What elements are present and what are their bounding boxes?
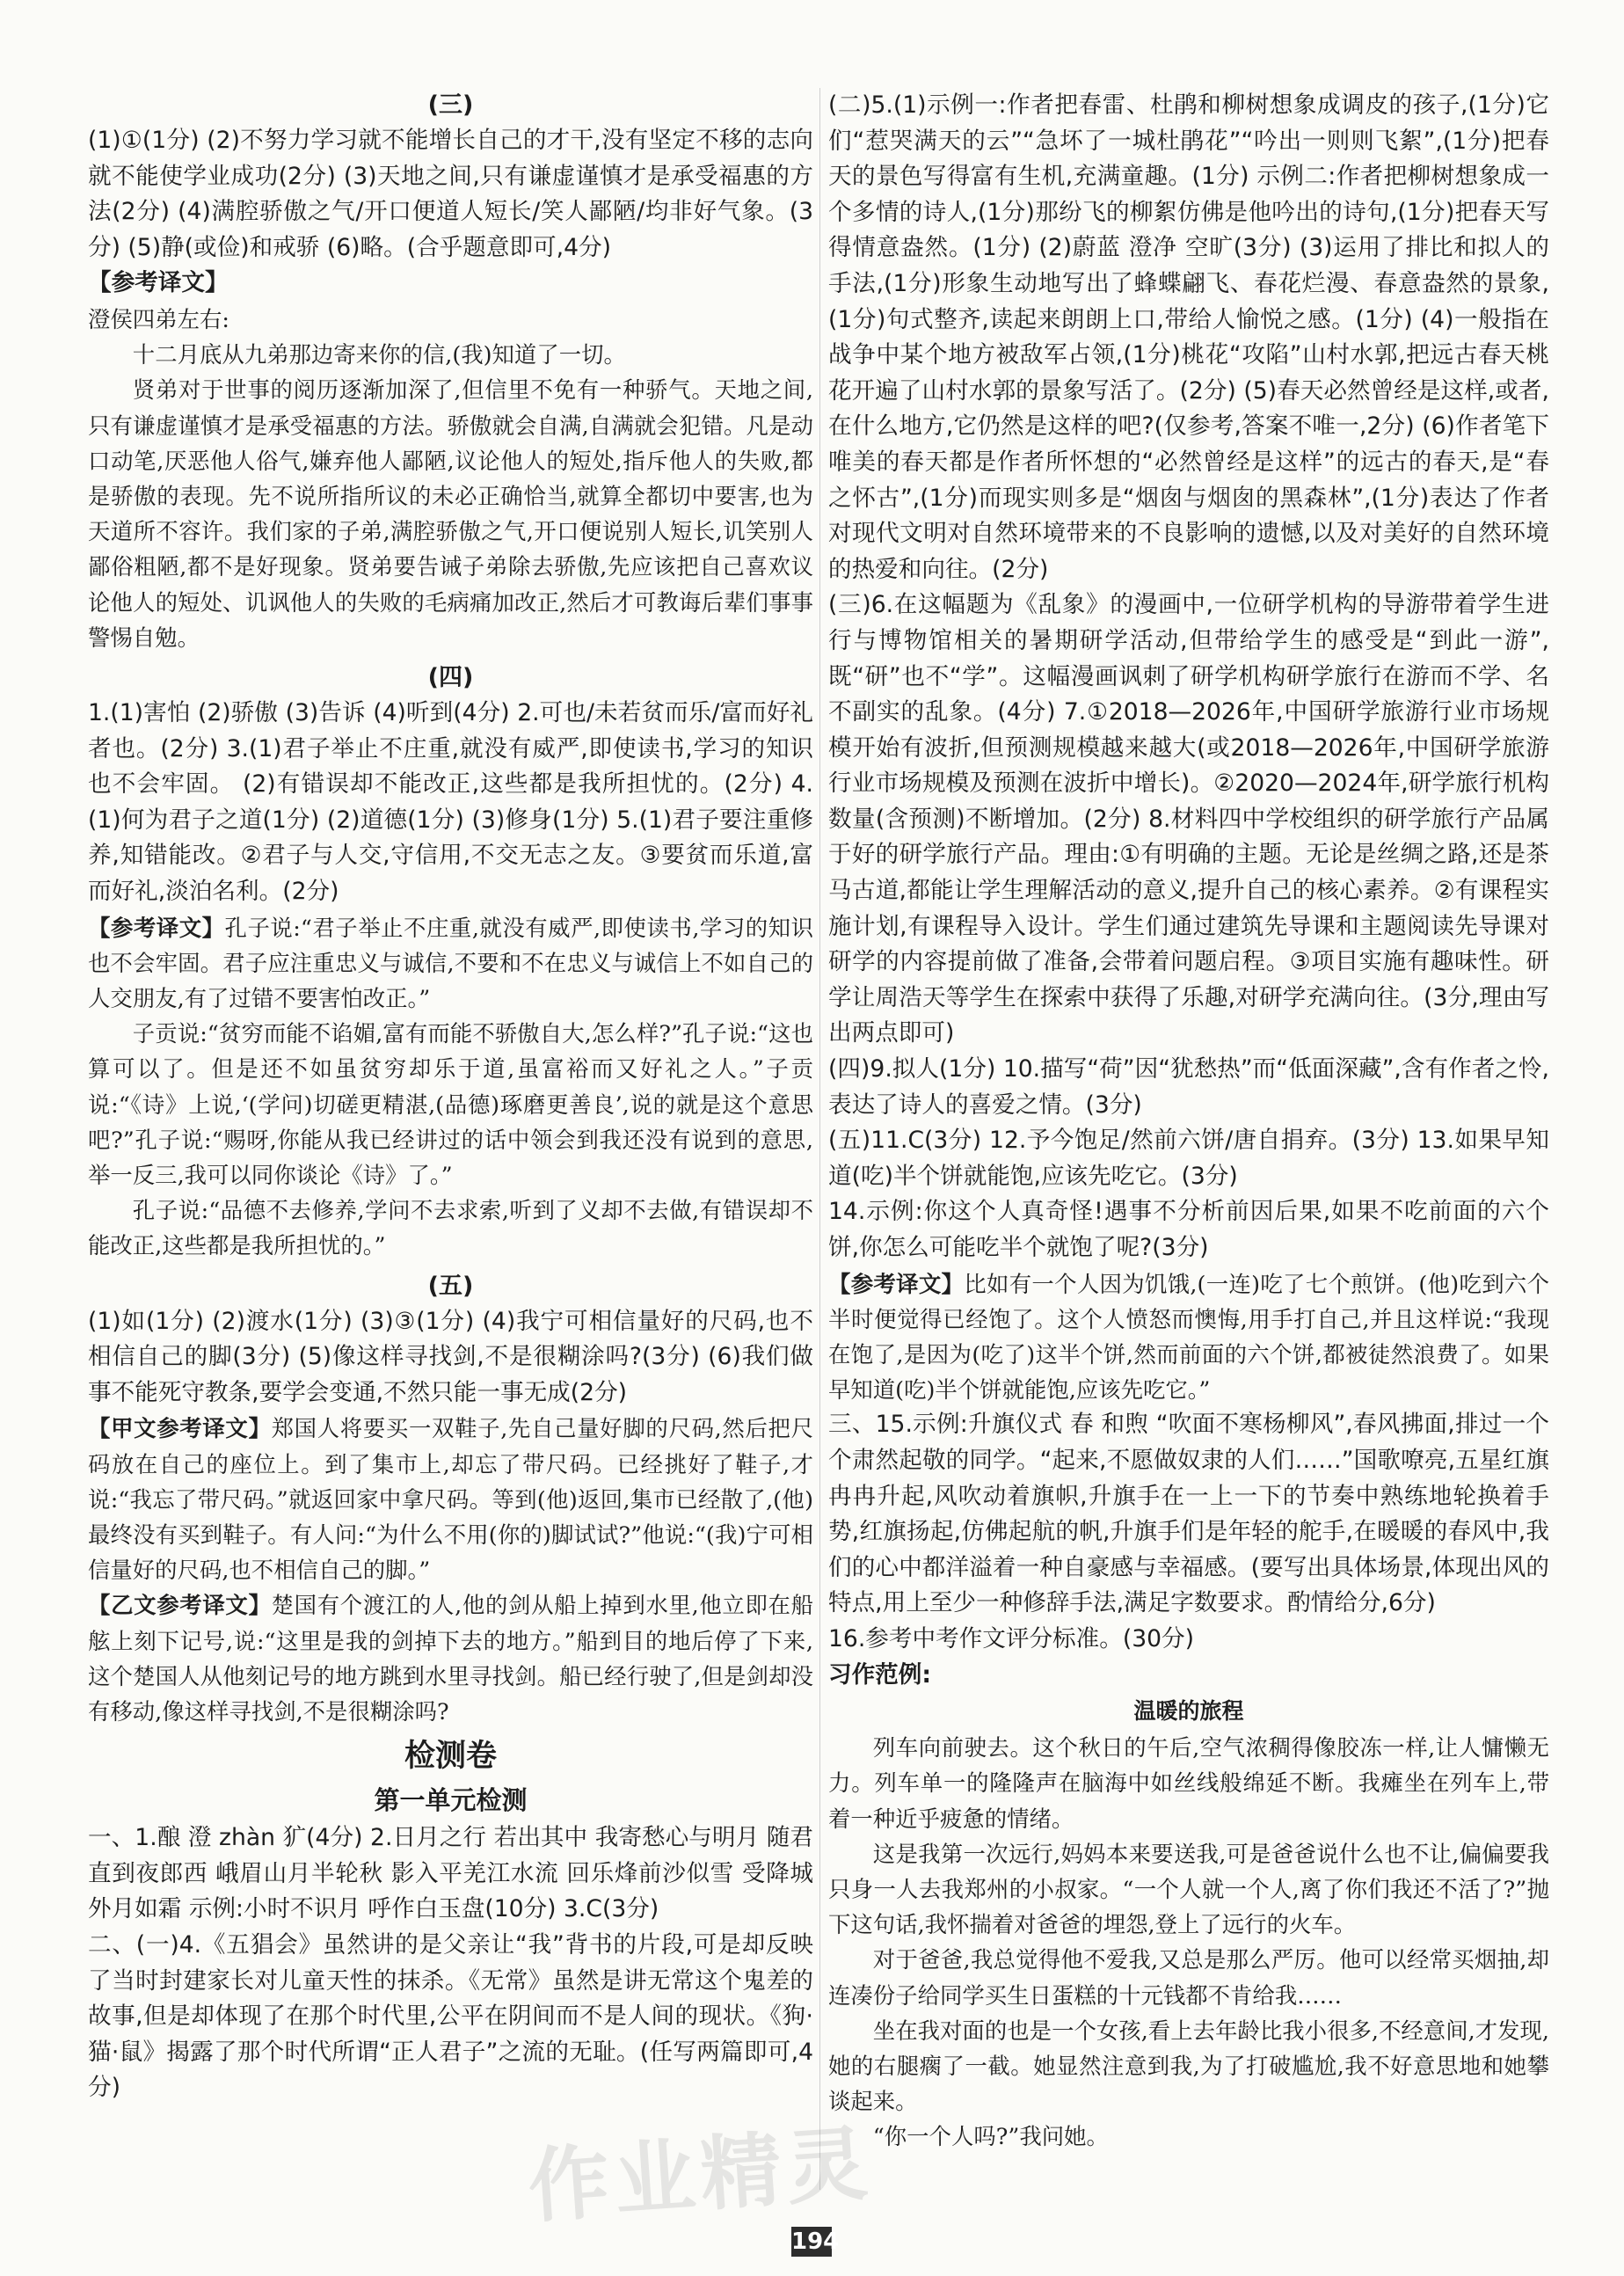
question-9-10-answers: (四)9.拟人(1分) 10.描写“荷”因“犹愁热”而“低面深藏”,含有作者之怜,表达了诗人的喜爱之情。(3分): [828, 1055, 1549, 1119]
question-14-answer: 14.示例:你这个人真奇怪!遇事不分析前因后果,如果不吃前面的六个饼,你怎么可能吃半个就饱了呢?(3分): [828, 1198, 1549, 1261]
page-number: 194: [791, 2229, 840, 2255]
section-3-reference-label: 【参考译文】: [88, 269, 229, 297]
question-16-answer: 16.参考中考作文评分标准。(30分): [828, 1624, 1195, 1652]
reference-label: 【参考译文】: [828, 1270, 965, 1297]
section-3-title: (三): [427, 91, 474, 119]
question-reference: [828, 1266, 1549, 1408]
sample-essay-label: 习作范例:: [828, 1660, 932, 1689]
question-5-answer: (二)5.(1)示例一:作者把春雷、杜鹃和柳树想象成调皮的孩子,(1分)它们“惹哭满天的云”“急坏了一城杜鹃花”“吟出一则则飞絮”,(1分)把春天的景色写得富有生机,充满童趣。(1分) 示例二:作者把柳树想象成一个多情的诗人,(1分)那纷飞的柳絮仿佛是他吟出的诗句,(1分)把春天写得情意盎然。(1分) (2)蔚蓝 澄净 空旷(3分) (3)运用了排比和拟人的手法,(1分)形象生动地写出了蜂蝶翩飞、春花烂漫、春意盎然的景象,(1分)句式整齐,读起来朗朗上口,带给人愉悦之感。(1分) (4)一般指在战争中某个地方被敌军占领,(1分)桃花“攻陷”山村水郭,把远古春天桃花开遍了山村水郭的景象写活了。(2分) (5)春天必然曾经是这样,或者,在什么地方,它仍然是这样的吧?(仅参考,答案不唯一,2分) (6)作者笔下唯美的春天都是作者所怀想的“必然曾经是这样”的远古的春天,是“春之怀古”,(1分)而现实则多是“烟囱与烟囱的黑森林”,(1分)表达了作者对现代文明对自然环境带来的不良影响的遗憾,以及对美好的自然环境的热爱和向往。(2分): [828, 91, 1549, 583]
question-15-answer: 三、15.示例:升旗仪式 春 和煦 “吹面不寒杨柳风”,春风拂面,排过一个个肃然起敬的同学。“起来,不愿做奴隶的人们……”国歌嘹亮,五星红旗冉冉升起,风吹动着旗帜,升旗手在一上一下的节奏中熟练地轮换着手势,红旗扬起,仿佛起航的帆,升旗手们是年轻的舵手,在暖暖的春风中,我们的心中都洋溢着一种自豪感与幸福感。(要写出具体场景,体现出风的特点,用上至少一种修辞手法,满足字数要求。酌情给分,6分): [828, 1411, 1549, 1617]
section-4-reference-paragraph: 子贡说:“贫穷而能不谄媚,富有而能不骄傲自大,怎么样?”孔子说:“这也算可以了。但是还不如虽贫穷却乐于道,虽富裕而又好礼之人。”子贡说:“《诗》上说,‘(学问)切磋更精湛,(品德)琢磨更善良’,说的就是这个意思吧?”孔子说:“赐呀,你能从我已经讲过的话中领会到我还没有说到的意思,举一反三,我可以同你谈论《诗》了。”: [88, 1020, 813, 1188]
section-5-text-a-reference: [88, 1411, 813, 1587]
section-4-reference-paragraph: 孔子说:“君子举止不庄重,就没有威严,即使读书,学习的知识也不会牢固。君子应注重忠义与诚信,不要和不在忠义与诚信上不如自己的人交朋友,有了过错不要害怕改正。”: [88, 914, 813, 1011]
sample-essay-paragraph: 这是我第一次远行,妈妈本来要送我,可是爸爸说什么也不让,偏偏要我只身一人去我郑州的小叔家。“一个人就一个人,离了你们我还不活了?”抛下这句话,我怀揣着对爸爸的埋怨,登上了远行的火车。: [828, 1840, 1549, 1938]
sample-essay-title: 温暖的旅程: [1133, 1698, 1244, 1725]
sample-essay-paragraph: 列车向前驶去。这个秋日的午后,空气浓稠得像胶冻一样,让人慵懒无力。列车单一的隆隆声在脑海中如丝线般绵延不断。我瘫坐在列车上,带着一种近乎疲惫的情绪。: [828, 1734, 1549, 1832]
section-3-reference-paragraph: 贤弟对于世事的阅历逐渐加深了,但信里不免有一种骄气。天地之间,只有谦虚谨慎才是承受福惠的方法。骄傲就会自满,自满就会犯错。凡是动口动笔,厌恶他人俗气,嫌弃他人鄙陋,议论他人的短处,指斥他人的失败,都是骄傲的表现。先不说所指所议的未必正确恰当,就算全都切中要害,也为天道所不容许。我们家的子弟,满腔骄傲之气,开口便说别人短长,讥笑别人鄙俗粗陋,都不是好现象。贤弟要告诫子弟除去骄傲,先应该把自己喜欢议论他人的短处、讥讽他人的失败的毛病痛加改正,然后才可教诲后辈们事事警惕自勉。: [88, 376, 813, 651]
left-column: [88, 88, 813, 2190]
question-6-8-answers: (三)6.在这幅题为《乱象》的漫画中,一位研学机构的导游带着学生进行与博物馆相关的暑期研学活动,但带给学生的感受是“到此一游”,既“研”也不“学”。这幅漫画讽刺了研学机构研学旅行在游而不学、名不副实的乱象。(4分) 7.①2018—2026年,中国研学旅游行业市场规模开始有波折,但预测规模越来越大(或2018—2026年,中国研学旅游行业市场规模及预测在波折中增长)。②2020—2024年,研学旅行机构数量(含预测)不断增加。(2分) 8.材料四中学校组织的研学旅行产品属于好的研学旅行产品。理由:①有明确的主题。无论是丝绸之路,还是茶马古道,都能让学生理解活动的意义,提升自己的核心素养。②有课程实施计划,有课程导入设计。学生们通过建筑先导课和主题阅读先导课对研学的内容提前做了准备,会带着问题启程。③项目实施有趣味性。研学让周浩天等学生在探索中获得了乐趣,对研学充满向往。(3分,理由写出两点即可): [828, 591, 1549, 1047]
text-a-reference-paragraph: 郑国人将要买一双鞋子,先自己量好脚的尺码,然后把尺码放在自己的座位上。到了集市上,却忘了带尺码。已经挑好了鞋子,才说:“我忘了带尺码。”就返回家中拿尺码。等到(他)返回,集市已经散了,(他)最终没有买到鞋子。有人问:“为什么不用(你的)脚试试?”他说:“(我)宁可相信量好的尺码,也不相信自己的脚。”: [88, 1415, 813, 1584]
section-4-answers: 1.(1)害怕 (2)骄傲 (3)告诉 (4)听到(4分) 2.可也/未若贫而乐/富而好礼者也。(2分) 3.(1)君子举止不庄重,就没有威严,即使读书,学习的知识也不会牢固。 (2)有错误却不能改正,这些都是我所担忧的。(2分) 4.(1)何为君子之道(1分) (2)道德(1分) (3)修身(1分) 5.(1)君子要注重修养,知错能改。②君子与人交,守信用,不交无志之友。③要贫而乐道,富而好礼,淡泊名利。(2分): [88, 699, 813, 905]
section-4-reference-paragraph: 孔子说:“品德不去修养,学问不去求索,听到了义却不去做,有错误却不能改正,这些都是我所担忧的。”: [88, 1197, 813, 1259]
unit-1-question-4-answer: 二、(一)4.《五猖会》虽然讲的是父亲让“我”背书的片段,可是却反映了当时封建家长对儿童天性的抹杀。《无常》虽然是讲无常这个鬼差的故事,但是却体现了在那个时代里,公平在阴间而不是人间的现状。《狗·猫·鼠》揭露了那个时代所谓“正人君子”之流的无耻。(任写两篇即可,4分): [88, 1930, 813, 2102]
section-4-reference: [88, 910, 813, 1017]
column-divider: [819, 88, 820, 2190]
text-b-reference-paragraph: 楚国有个渡江的人,他的剑从船上掉到水里,他立即在船舷上刻下记号,说:“这里是我的剑掉下去的地方。”船到目的地后停了下来,这个楚国人从他刻记号的地方跳到水里寻找剑。船已经行驶了,但是剑却没有移动,像这样寻找剑,不是很糊涂吗?: [88, 1592, 813, 1725]
watermark: 作业精灵: [525, 2116, 876, 2235]
section-5-text-b-reference: [88, 1587, 813, 1729]
test-paper-heading: 检测卷: [404, 1739, 497, 1775]
sample-essay-paragraph: 对于爸爸,我总觉得他不爱我,又总是那么严厉。他可以经常买烟抽,却连凑份子给同学买生日蛋糕的十元钱都不肯给我……: [828, 1946, 1549, 2009]
question-11-13-answers: (五)11.C(3分) 12.予今饱足/然前六饼/唐自捐弃。(3分) 13.如果早知道(吃)半个饼就能饱,应该先吃它。(3分): [828, 1127, 1549, 1190]
section-3-answers: (1)①(1分) (2)不努力学习就不能增长自己的才干,没有坚定不移的志向就不能使学业成功(2分) (3)天地之间,只有谦虚谨慎才是承受福惠的方法(2分) (4)满腔骄傲之气/开口便道人短长/笑人鄙陋/均非好气象。(3分) (5)静(或俭)和戒骄 (6)略。(合乎题意即可,4分): [88, 127, 813, 261]
sample-essay-paragraph: “你一个人吗?”我问她。: [872, 2123, 1109, 2150]
section-3-reference-greeting: 澄侯四弟左右:: [88, 305, 229, 332]
reference-paragraph: 比如有一个人因为饥饿,(一连)吃了七个煎饼。(他)吃到六个半时便觉得已经饱了。这个人愤怒而懊悔,用手打自己,并且这样说:“我现在饱了,是因为(吃了)这半个饼,然而前面的六个饼,都被徒然浪费了。如果早知道(吃)半个饼就能饱,应该先吃它。”: [828, 1270, 1549, 1404]
section-4-reference-label: 【参考译文】: [88, 914, 225, 941]
section-3-reference-paragraph: 十二月底从九弟那边寄来你的信,(我)知道了一切。: [132, 341, 626, 368]
right-column: [828, 88, 1549, 2190]
sample-essay-paragraph: 坐在我对面的也是一个女孩,看上去年龄比我小很多,不经意间,才发现,她的右腿瘸了一截。她显然注意到我,为了打破尴尬,我不好意思地和她攀谈起来。: [828, 2017, 1549, 2115]
section-5-title: (五): [427, 1272, 474, 1300]
section-5-answers: (1)如(1分) (2)渡水(1分) (3)③(1分) (4)我宁可相信量好的尺码,也不相信自己的脚(3分) (5)像这样寻找剑,不是很糊涂吗?(3分) (6)我们做事不能死守教条,要学会变通,不然只能一事无成(2分): [88, 1307, 813, 1406]
unit-1-part-1-answers: 一、1.酿 澄 zhàn 犷(4分) 2.日月之行 若出其中 我寄愁心与明月 随君直到夜郎西 峨眉山月半轮秋 影入平羌江水流 回乐烽前沙似雪 受降城外月如霜 示例:小时不识月 呼作白玉盘(10分) 3.C(3分): [88, 1824, 813, 1923]
section-4-title: (四): [427, 664, 474, 691]
unit-1-test-heading: 第一单元检测: [374, 1785, 528, 1816]
text-a-reference-label: 【甲文参考译文】: [88, 1415, 272, 1442]
text-b-reference-label: 【乙文参考译文】: [88, 1592, 272, 1619]
